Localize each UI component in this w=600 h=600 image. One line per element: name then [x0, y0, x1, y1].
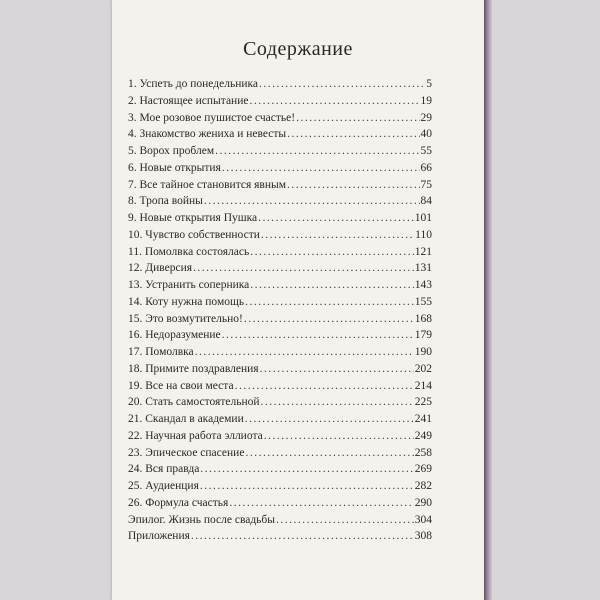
toc-entry: [128, 95, 432, 112]
toc-entry-label: 20. Стать самостоятельной: [128, 396, 260, 409]
toc-entry: [128, 229, 432, 246]
toc-entry-page-number: 190: [414, 346, 432, 358]
toc-entry-page-number: 55: [420, 145, 432, 157]
toc-entry-label: 14. Коту нужна помощь: [128, 295, 245, 308]
toc-entry-page-number: 110: [415, 228, 432, 241]
toc-leader-dots: [200, 480, 414, 492]
toc-entry: [128, 380, 432, 397]
toc-entry: [128, 514, 432, 531]
toc-leader-dots: [222, 329, 414, 341]
toc-entry: [128, 430, 432, 447]
toc-entry-label: 18. Примите поздравления: [128, 362, 259, 375]
toc-entry: [128, 329, 432, 346]
toc-entry-page-number: 304: [414, 513, 432, 526]
toc-leader-dots: [250, 279, 413, 291]
toc-entry: [128, 413, 432, 430]
toc-entry-label: 15. Это возмутительно!: [128, 312, 243, 325]
toc-leader-dots: [261, 396, 414, 408]
toc-entry-page-number: 66: [420, 161, 432, 174]
page-edge: [484, 0, 492, 600]
toc-leader-dots: [296, 112, 419, 124]
toc-entry-label: 25. Аудиенция: [128, 480, 199, 492]
toc-entry: [128, 396, 432, 413]
toc-entry-page-number: 19: [420, 94, 432, 107]
toc-leader-dots: [259, 78, 425, 90]
toc-entry-page-number: 225: [414, 396, 432, 409]
toc-entry: [128, 179, 432, 196]
toc-entry-page-number: 308: [414, 530, 432, 543]
toc-entry-label: 23. Эпическое спасение: [128, 446, 245, 459]
toc-entry-page-number: 75: [420, 178, 432, 191]
toc-entry: [128, 162, 432, 179]
toc-entry-page-number: 249: [414, 429, 432, 442]
toc-entry-label: 6. Новые открытия: [128, 161, 221, 174]
toc-entry: [128, 447, 432, 464]
toc-leader-dots: [200, 463, 413, 475]
toc-entry: [128, 145, 432, 162]
toc-entry-label: 19. Все на свои места: [128, 379, 234, 392]
toc-leader-dots: [287, 128, 419, 140]
toc-entry: [128, 313, 432, 330]
toc-entry-label: 22. Научная работа эллиота: [128, 429, 263, 442]
toc-leader-dots: [204, 195, 420, 207]
toc-entry-label: 5. Ворох проблем: [128, 145, 215, 157]
toc-entry-page-number: 202: [414, 362, 432, 375]
toc-entry-page-number: 131: [414, 262, 432, 275]
toc-entry-page-number: 121: [414, 245, 432, 258]
toc-leader-dots: [229, 497, 413, 509]
toc-leader-dots: [245, 296, 414, 308]
toc-leader-dots: [193, 262, 414, 274]
toc-leader-dots: [258, 212, 414, 224]
toc-entry-label: 13. Устранить соперника: [128, 279, 250, 291]
toc-entry: [128, 128, 432, 145]
toc-entry-label: 16. Недоразумение: [128, 329, 221, 342]
toc-entry-label: 3. Мое розовое пушистое счастье!: [128, 111, 296, 124]
toc-leader-dots: [245, 413, 414, 425]
toc-leader-dots: [245, 447, 413, 459]
toc-title: Содержание: [243, 38, 353, 60]
toc-entry-page-number: 241: [414, 413, 432, 425]
toc-entry-label: 26. Формула счастья: [128, 496, 229, 509]
toc-entry: [128, 296, 432, 313]
toc-entry-page-number: 143: [414, 279, 432, 291]
toc-entry-page-number: 84: [420, 195, 432, 208]
toc-entry-page-number: 282: [414, 480, 432, 492]
toc-entry-page-number: 258: [414, 446, 432, 459]
toc-entry-label: Эпилог. Жизнь после свадьбы: [128, 513, 276, 526]
toc-leader-dots: [222, 162, 420, 174]
toc-leader-dots: [215, 145, 419, 157]
toc-entry-label: 4. Знакомство жениха и невесты: [128, 128, 287, 141]
toc-entry: [128, 78, 432, 95]
toc-entry-page-number: 269: [414, 463, 432, 476]
toc-entry: [128, 480, 432, 497]
toc-leader-dots: [287, 179, 419, 191]
toc-entry-label: 12. Диверсия: [128, 262, 193, 275]
toc-entry-page-number: 179: [414, 329, 432, 342]
toc-entry-label: 10. Чувство собственности: [128, 228, 260, 241]
toc-entry-page-number: 168: [414, 312, 432, 325]
toc-entry-page-number: 101: [414, 212, 432, 224]
toc-entry-label: 1. Успеть до понедельника: [128, 78, 259, 90]
toc-leader-dots: [250, 246, 414, 258]
toc-entry: [128, 212, 432, 229]
toc-entry-label: 7. Все тайное становится явным: [128, 178, 287, 191]
toc-leader-dots: [260, 363, 414, 375]
toc-entry: [128, 246, 432, 263]
toc-entry: [128, 262, 432, 279]
toc-leader-dots: [191, 530, 414, 542]
toc-entry-label: 9. Новые открытия Пушка: [128, 212, 258, 224]
toc-entry: [128, 530, 432, 547]
toc-entry: [128, 497, 432, 514]
toc-entry-label: Приложения: [128, 530, 190, 543]
toc-entry-page-number: 5: [426, 78, 432, 90]
toc-entry-label: 17. Помолвка: [128, 346, 194, 358]
toc-entry-page-number: 40: [420, 128, 432, 141]
toc-entry-label: 21. Скандал в академии: [128, 413, 244, 425]
toc-leader-dots: [244, 313, 414, 325]
table-of-contents: [128, 78, 432, 547]
toc-entry: [128, 112, 432, 129]
toc-entry-page-number: 29: [420, 111, 432, 124]
toc-leader-dots: [261, 229, 414, 241]
toc-entry-label: 8. Тропа войны: [128, 195, 203, 208]
toc-leader-dots: [264, 430, 414, 442]
toc-leader-dots: [249, 95, 419, 107]
toc-entry: [128, 463, 432, 480]
toc-entry: [128, 363, 432, 380]
toc-entry-page-number: 214: [414, 379, 432, 392]
toc-entry-page-number: 155: [414, 295, 432, 308]
toc-entry: [128, 279, 432, 296]
toc-leader-dots: [276, 514, 414, 526]
toc-leader-dots: [235, 380, 414, 392]
book-page: [112, 0, 484, 600]
toc-entry: [128, 195, 432, 212]
toc-entry-label: 24. Вся правда: [128, 463, 200, 476]
toc-entry: [128, 346, 432, 363]
toc-entry-label: 2. Настоящее испытание: [128, 94, 249, 107]
toc-entry-page-number: 290: [414, 496, 432, 509]
toc-entry-label: 11. Помолвка состоялась: [128, 245, 250, 258]
toc-leader-dots: [195, 346, 414, 358]
